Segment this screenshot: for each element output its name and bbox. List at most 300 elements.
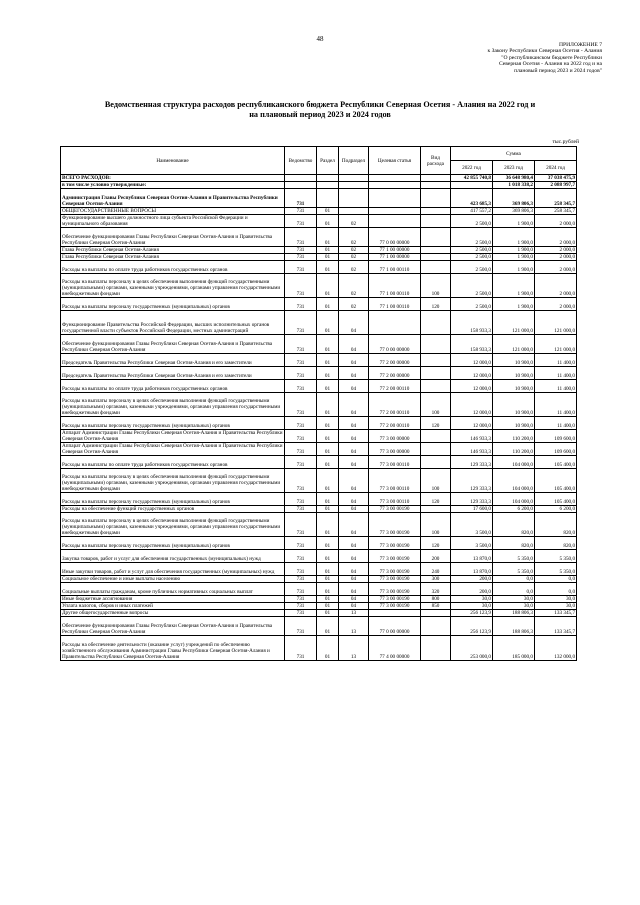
cell-razdel: 01 (317, 298, 339, 311)
cell-sum-2023: 10 900,0 (493, 393, 535, 417)
cell-podrazdel (339, 175, 369, 182)
cell-expense-type: 800 (421, 596, 451, 603)
cell-sum-2023: 10 900,0 (493, 380, 535, 393)
cell-razdel: 01 (317, 380, 339, 393)
cell-expense-type: 100 (421, 469, 451, 493)
cell-sum-2023: 30,0 (493, 596, 535, 603)
cell-razdel: 01 (317, 603, 339, 610)
cell-sum-2022: 3 500,0 (451, 513, 493, 537)
cell-sum-2023: 1 900,0 (493, 261, 535, 274)
appendix-line: "О республиканском бюджете Республики (501, 54, 602, 61)
table-row (61, 636, 577, 661)
cell-podrazdel (339, 182, 369, 189)
cell-sum-2022: 30,0 (451, 603, 493, 610)
cell-sum-2024: 109 600,0 (535, 443, 577, 456)
table-row (61, 417, 577, 430)
cell-sum-2023: 369 806,3 (493, 189, 535, 208)
cell-sum-2023: 188 806,3 (493, 610, 535, 617)
cell-name: Обеспечение функционирования Главы Республики Северная Осетия-Алания и Правительства Республики Северная Осетия-Алания (61, 335, 285, 354)
table-row (61, 393, 577, 417)
cell-expense-type: 120 (421, 493, 451, 506)
cell-name: Расходы на выплаты по оплате труда работников государственных органов (61, 456, 285, 469)
table-row (61, 617, 577, 636)
cell-ved: 731 (285, 228, 317, 247)
cell-sum-2023: 1 900,0 (493, 298, 535, 311)
cell-sum-2023: 185 000,0 (493, 636, 535, 661)
table-row (61, 261, 577, 274)
cell-name: Расходы на выплаты персоналу в целях обеспечения выполнения функций государственными (муниципальными) органами, казенными учреждениями, органами управления государственными внебюджетными фондами (61, 469, 285, 493)
cell-target-article (369, 182, 421, 189)
cell-ved: 731 (285, 261, 317, 274)
table-row (61, 175, 577, 182)
cell-razdel (317, 182, 339, 189)
cell-sum-2022: 13 870,0 (451, 550, 493, 563)
cell-name: Функционирование Правительства Российской Федерации, высших исполнительных органов государственной власти субъектов Российской Федерации, местных администраций (61, 311, 285, 335)
cell-target-article: 77 3 00 00190 (369, 550, 421, 563)
header-year-2024: 2024 год (535, 161, 577, 175)
cell-sum-2022: 12 000,0 (451, 393, 493, 417)
cell-name: Расходы на выплаты персоналу государственных (муниципальных) органов (61, 417, 285, 430)
table-row (61, 576, 577, 583)
cell-sum-2022: 423 685,3 (451, 189, 493, 208)
cell-ved (285, 182, 317, 189)
cell-ved: 731 (285, 493, 317, 506)
units-label: тыс.рублей (552, 139, 579, 145)
cell-target-article: 77 3 00 00000 (369, 430, 421, 443)
cell-name: Функционирование высшего должностного лица субъекта Российской Федерации и муниципального образования (61, 215, 285, 228)
table-row (61, 506, 577, 513)
document-title (60, 100, 580, 120)
cell-podrazdel: 04 (339, 469, 369, 493)
table-row (61, 274, 577, 298)
cell-sum-2023: 0,0 (493, 576, 535, 583)
cell-target-article (369, 175, 421, 182)
cell-sum-2024: 37 038 475,9 (535, 175, 577, 182)
cell-sum-2022: 158 933,3 (451, 311, 493, 335)
cell-target-article: 77 2 00 00000 (369, 367, 421, 380)
cell-razdel: 01 (317, 636, 339, 661)
cell-ved: 731 (285, 367, 317, 380)
cell-podrazdel: 02 (339, 215, 369, 228)
cell-podrazdel: 04 (339, 443, 369, 456)
cell-name: Расходы на выплаты по оплате труда работников государственных органов (61, 261, 285, 274)
cell-sum-2024: 11 400,0 (535, 367, 577, 380)
cell-sum-2023: 121 000,0 (493, 335, 535, 354)
cell-name: Расходы на выплаты персоналу в целях обеспечения выполнения функций государственными (муниципальными) органами, казенными учреждениями, органами управления государственными внебюджетными фондами (61, 513, 285, 537)
cell-sum-2023: 36 648 980,4 (493, 175, 535, 182)
table-row (61, 189, 577, 208)
table-row (61, 603, 577, 610)
cell-podrazdel: 04 (339, 417, 369, 430)
cell-sum-2024: 11 400,0 (535, 393, 577, 417)
cell-razdel: 01 (317, 228, 339, 247)
cell-razdel: 01 (317, 335, 339, 354)
cell-sum-2022: 146 933,3 (451, 430, 493, 443)
cell-sum-2024: 2 000,0 (535, 215, 577, 228)
cell-expense-type (421, 189, 451, 208)
cell-sum-2024: 2 000,0 (535, 247, 577, 254)
cell-sum-2022 (451, 182, 493, 189)
cell-expense-type (421, 380, 451, 393)
table-row (61, 596, 577, 603)
cell-sum-2022: 2 500,0 (451, 215, 493, 228)
cell-podrazdel: 04 (339, 596, 369, 603)
table-row (61, 354, 577, 367)
cell-target-article: 77 3 00 00110 (369, 493, 421, 506)
appendix-line: к Закону Республики Северная Осетия - Алания (487, 48, 602, 55)
table-row (61, 610, 577, 617)
cell-sum-2024: 0,0 (535, 583, 577, 596)
cell-ved: 731 (285, 335, 317, 354)
cell-sum-2023: 369 806,3 (493, 208, 535, 215)
cell-name: Социальные выплаты гражданам, кроме публичных нормативных социальных выплат (61, 583, 285, 596)
cell-sum-2023: 188 806,3 (493, 617, 535, 636)
cell-expense-type (421, 610, 451, 617)
cell-ved: 731 (285, 596, 317, 603)
cell-name: ОБЩЕГОСУДАРСТВЕННЫЕ ВОПРОСЫ (61, 208, 285, 215)
cell-sum-2023: 10 900,0 (493, 367, 535, 380)
cell-razdel: 01 (317, 354, 339, 367)
cell-name: Уплата налогов, сборов и иных платежей (61, 603, 285, 610)
cell-podrazdel: 04 (339, 576, 369, 583)
table-row (61, 182, 577, 189)
cell-sum-2023: 1 900,0 (493, 215, 535, 228)
cell-sum-2022: 2 500,0 (451, 298, 493, 311)
cell-target-article (369, 189, 421, 208)
cell-podrazdel (339, 208, 369, 215)
cell-sum-2024: 121 000,0 (535, 311, 577, 335)
cell-expense-type (421, 506, 451, 513)
cell-sum-2024: 6 200,0 (535, 506, 577, 513)
cell-target-article: 77 3 00 00190 (369, 563, 421, 576)
cell-podrazdel: 13 (339, 636, 369, 661)
cell-sum-2022: 2 500,0 (451, 228, 493, 247)
cell-name: Администрация Главы Республики Северная Осетия-Алания и Правительства Республики Северная Осетия-Алания (61, 189, 285, 208)
cell-expense-type (421, 182, 451, 189)
cell-sum-2022: 256 123,9 (451, 617, 493, 636)
table-row (61, 563, 577, 576)
cell-sum-2023: 1 900,0 (493, 247, 535, 254)
cell-sum-2024: 121 000,0 (535, 335, 577, 354)
cell-razdel: 01 (317, 550, 339, 563)
cell-sum-2023: 1 018 338,2 (493, 182, 535, 189)
cell-expense-type (421, 261, 451, 274)
cell-sum-2022: 12 000,0 (451, 417, 493, 430)
cell-razdel: 01 (317, 513, 339, 537)
cell-target-article: 77 3 00 00190 (369, 576, 421, 583)
cell-razdel: 01 (317, 576, 339, 583)
cell-podrazdel: 13 (339, 617, 369, 636)
cell-ved: 731 (285, 506, 317, 513)
cell-expense-type (421, 175, 451, 182)
header-podrazdel: Подраздел (339, 147, 369, 175)
cell-ved: 731 (285, 443, 317, 456)
table-row (61, 298, 577, 311)
cell-expense-type: 120 (421, 298, 451, 311)
cell-target-article: 77 3 00 00190 (369, 603, 421, 610)
cell-sum-2022: 12 000,0 (451, 380, 493, 393)
cell-razdel: 01 (317, 456, 339, 469)
header-target-article: Целевая статья (369, 147, 421, 175)
table-row (61, 537, 577, 550)
cell-podrazdel: 02 (339, 247, 369, 254)
cell-target-article: 77 2 00 00000 (369, 354, 421, 367)
cell-target-article: 77 1 00 00000 (369, 247, 421, 254)
cell-sum-2024: 0,0 (535, 576, 577, 583)
cell-sum-2022: 30,0 (451, 596, 493, 603)
cell-ved: 731 (285, 254, 317, 261)
cell-ved: 731 (285, 208, 317, 215)
cell-ved: 731 (285, 380, 317, 393)
cell-razdel: 01 (317, 563, 339, 576)
cell-name: ВСЕГО РАСХОДОВ: (61, 175, 285, 182)
cell-name: Глава Республики Северная Осетия-Алания (61, 254, 285, 261)
cell-expense-type: 320 (421, 583, 451, 596)
cell-target-article: 77 1 00 00110 (369, 274, 421, 298)
cell-razdel (317, 175, 339, 182)
cell-ved: 731 (285, 513, 317, 537)
cell-sum-2022: 129 333,3 (451, 493, 493, 506)
cell-podrazdel: 04 (339, 311, 369, 335)
header-razdel: Раздел (317, 147, 339, 175)
cell-target-article (369, 215, 421, 228)
cell-expense-type (421, 215, 451, 228)
header-expense-type: Вид расхода (421, 147, 451, 175)
cell-name: Председатель Правительства Республики Северная Осетия-Алания и его заместители (61, 367, 285, 380)
cell-podrazdel: 04 (339, 367, 369, 380)
title-line: на плановый период 2023 и 2024 годов (249, 110, 391, 119)
cell-sum-2023: 104 000,0 (493, 456, 535, 469)
cell-ved: 731 (285, 298, 317, 311)
cell-name: Закупка товаров, работ и услуг для обеспечения государственных (муниципальных) нужд (61, 550, 285, 563)
cell-expense-type (421, 367, 451, 380)
cell-ved (285, 175, 317, 182)
cell-expense-type: 100 (421, 274, 451, 298)
table-row (61, 247, 577, 254)
cell-target-article: 77 3 00 00110 (369, 469, 421, 493)
cell-ved: 731 (285, 354, 317, 367)
cell-sum-2024: 11 400,0 (535, 354, 577, 367)
cell-sum-2024: 5 350,0 (535, 563, 577, 576)
cell-expense-type: 300 (421, 576, 451, 583)
cell-sum-2024: 105 400,0 (535, 469, 577, 493)
cell-sum-2022: 3 500,0 (451, 537, 493, 550)
appendix-header (422, 42, 602, 74)
cell-podrazdel: 04 (339, 537, 369, 550)
cell-expense-type (421, 636, 451, 661)
table-row (61, 380, 577, 393)
table-row (61, 367, 577, 380)
cell-sum-2024: 2 000,0 (535, 298, 577, 311)
cell-sum-2024: 820,0 (535, 513, 577, 537)
cell-ved: 731 (285, 537, 317, 550)
cell-sum-2022: 42 855 740,8 (451, 175, 493, 182)
cell-target-article: 77 0 00 00000 (369, 228, 421, 247)
cell-razdel: 01 (317, 430, 339, 443)
cell-ved: 731 (285, 610, 317, 617)
table-row (61, 550, 577, 563)
cell-expense-type (421, 335, 451, 354)
cell-razdel: 01 (317, 596, 339, 603)
cell-name: Другие общегосударственные вопросы (61, 610, 285, 617)
cell-ved: 731 (285, 430, 317, 443)
cell-sum-2023: 121 000,0 (493, 311, 535, 335)
cell-podrazdel: 04 (339, 563, 369, 576)
header-year-2023: 2023 год (493, 161, 535, 175)
cell-expense-type: 100 (421, 513, 451, 537)
cell-sum-2022: 12 000,0 (451, 354, 493, 367)
table-row (61, 430, 577, 443)
cell-target-article: 77 2 00 00110 (369, 417, 421, 430)
cell-sum-2022: 146 933,3 (451, 443, 493, 456)
cell-sum-2023: 110 200,0 (493, 443, 535, 456)
cell-sum-2023: 820,0 (493, 513, 535, 537)
cell-sum-2022: 158 933,3 (451, 335, 493, 354)
cell-podrazdel: 02 (339, 298, 369, 311)
cell-sum-2024: 132 000,0 (535, 636, 577, 661)
cell-expense-type: 850 (421, 603, 451, 610)
header-year-2022: 2022 год (451, 161, 493, 175)
cell-sum-2022: 2 500,0 (451, 247, 493, 254)
cell-name: Расходы на выплаты персоналу государственных (муниципальных) органов (61, 493, 285, 506)
cell-target-article: 77 1 00 00110 (369, 298, 421, 311)
cell-sum-2022: 2 500,0 (451, 274, 493, 298)
cell-razdel: 01 (317, 506, 339, 513)
cell-sum-2022: 2 500,0 (451, 261, 493, 274)
cell-sum-2022: 12 000,0 (451, 367, 493, 380)
cell-podrazdel: 02 (339, 261, 369, 274)
cell-sum-2024: 820,0 (535, 537, 577, 550)
cell-target-article: 77 3 00 00190 (369, 513, 421, 537)
table-row (61, 311, 577, 335)
table-row (61, 513, 577, 537)
cell-target-article (369, 208, 421, 215)
cell-target-article: 77 1 00 00110 (369, 261, 421, 274)
cell-sum-2024: 105 400,0 (535, 456, 577, 469)
cell-podrazdel: 04 (339, 456, 369, 469)
cell-target-article: 77 0 00 00000 (369, 617, 421, 636)
cell-razdel: 01 (317, 247, 339, 254)
cell-expense-type (421, 311, 451, 335)
cell-podrazdel: 04 (339, 550, 369, 563)
cell-podrazdel: 13 (339, 610, 369, 617)
cell-sum-2022: 129 333,3 (451, 469, 493, 493)
cell-target-article: 77 3 00 00190 (369, 537, 421, 550)
cell-sum-2022: 200,0 (451, 576, 493, 583)
cell-sum-2024: 109 600,0 (535, 430, 577, 443)
cell-target-article: 77 3 00 00190 (369, 506, 421, 513)
cell-podrazdel: 02 (339, 228, 369, 247)
cell-sum-2022: 2 500,0 (451, 254, 493, 261)
cell-podrazdel: 04 (339, 603, 369, 610)
cell-sum-2024: 11 400,0 (535, 417, 577, 430)
cell-ved: 731 (285, 469, 317, 493)
cell-target-article (369, 610, 421, 617)
cell-expense-type: 200 (421, 550, 451, 563)
page-number: 48 (316, 35, 324, 43)
cell-podrazdel: 04 (339, 506, 369, 513)
cell-ved: 731 (285, 456, 317, 469)
cell-target-article: 77 3 00 00000 (369, 443, 421, 456)
cell-podrazdel: 04 (339, 430, 369, 443)
cell-ved: 731 (285, 417, 317, 430)
cell-razdel (317, 189, 339, 208)
cell-expense-type (421, 254, 451, 261)
table-row (61, 456, 577, 469)
cell-podrazdel: 02 (339, 254, 369, 261)
cell-sum-2024: 30,0 (535, 603, 577, 610)
cell-sum-2024: 2 000,0 (535, 254, 577, 261)
cell-razdel: 01 (317, 208, 339, 215)
cell-podrazdel (339, 189, 369, 208)
cell-expense-type: 240 (421, 563, 451, 576)
cell-sum-2023: 110 200,0 (493, 430, 535, 443)
cell-ved: 731 (285, 636, 317, 661)
cell-ved: 731 (285, 617, 317, 636)
cell-razdel: 01 (317, 311, 339, 335)
cell-sum-2023: 820,0 (493, 537, 535, 550)
cell-sum-2024: 2 088 997,7 (535, 182, 577, 189)
cell-target-article: 77 0 00 00000 (369, 335, 421, 354)
cell-target-article: 77 2 00 00110 (369, 380, 421, 393)
cell-sum-2024: 2 000,0 (535, 228, 577, 247)
cell-podrazdel: 04 (339, 393, 369, 417)
cell-name: Расходы на выплаты персоналу государственных (муниципальных) органов (61, 298, 285, 311)
cell-name: Обеспечение функционирования Главы Республики Северная Осетия-Алания и Правительства Республики Северная Осетия-Алания (61, 617, 285, 636)
cell-podrazdel: 04 (339, 493, 369, 506)
cell-expense-type (421, 430, 451, 443)
cell-sum-2023: 30,0 (493, 603, 535, 610)
cell-expense-type (421, 208, 451, 215)
cell-target-article: 77 4 00 00000 (369, 636, 421, 661)
cell-expense-type (421, 247, 451, 254)
cell-name: Иные закупки товаров, работ и услуг для обеспечения государственных (муниципальных) нужд (61, 563, 285, 576)
cell-sum-2023: 6 200,0 (493, 506, 535, 513)
cell-razdel: 01 (317, 417, 339, 430)
cell-razdel: 01 (317, 610, 339, 617)
cell-name: Социальное обеспечение и иные выплаты населению (61, 576, 285, 583)
table-row (61, 583, 577, 596)
table-row (61, 254, 577, 261)
cell-sum-2023: 5 350,0 (493, 550, 535, 563)
cell-sum-2022: 17 600,0 (451, 506, 493, 513)
cell-target-article: 77 3 00 00190 (369, 583, 421, 596)
cell-sum-2023: 104 000,0 (493, 493, 535, 506)
cell-expense-type (421, 228, 451, 247)
cell-sum-2022: 253 000,0 (451, 636, 493, 661)
cell-expense-type (421, 617, 451, 636)
cell-sum-2023: 1 900,0 (493, 254, 535, 261)
cell-expense-type: 120 (421, 537, 451, 550)
cell-sum-2023: 1 900,0 (493, 228, 535, 247)
cell-ved: 731 (285, 603, 317, 610)
cell-razdel: 01 (317, 617, 339, 636)
cell-sum-2024: 11 400,0 (535, 380, 577, 393)
appendix-title: ПРИЛОЖЕНИЕ 7 (558, 42, 602, 48)
cell-razdel: 01 (317, 469, 339, 493)
cell-sum-2024: 2 000,0 (535, 261, 577, 274)
cell-sum-2023: 10 900,0 (493, 354, 535, 367)
cell-name: Иные бюджетные ассигнования (61, 596, 285, 603)
table-row (61, 469, 577, 493)
cell-ved: 731 (285, 393, 317, 417)
cell-name: Расходы на обеспечение функций государственных органов (61, 506, 285, 513)
cell-target-article: 77 3 00 00190 (369, 596, 421, 603)
table-row (61, 493, 577, 506)
cell-sum-2024: 2 000,0 (535, 274, 577, 298)
cell-sum-2024: 133 345,7 (535, 617, 577, 636)
table-row (61, 335, 577, 354)
